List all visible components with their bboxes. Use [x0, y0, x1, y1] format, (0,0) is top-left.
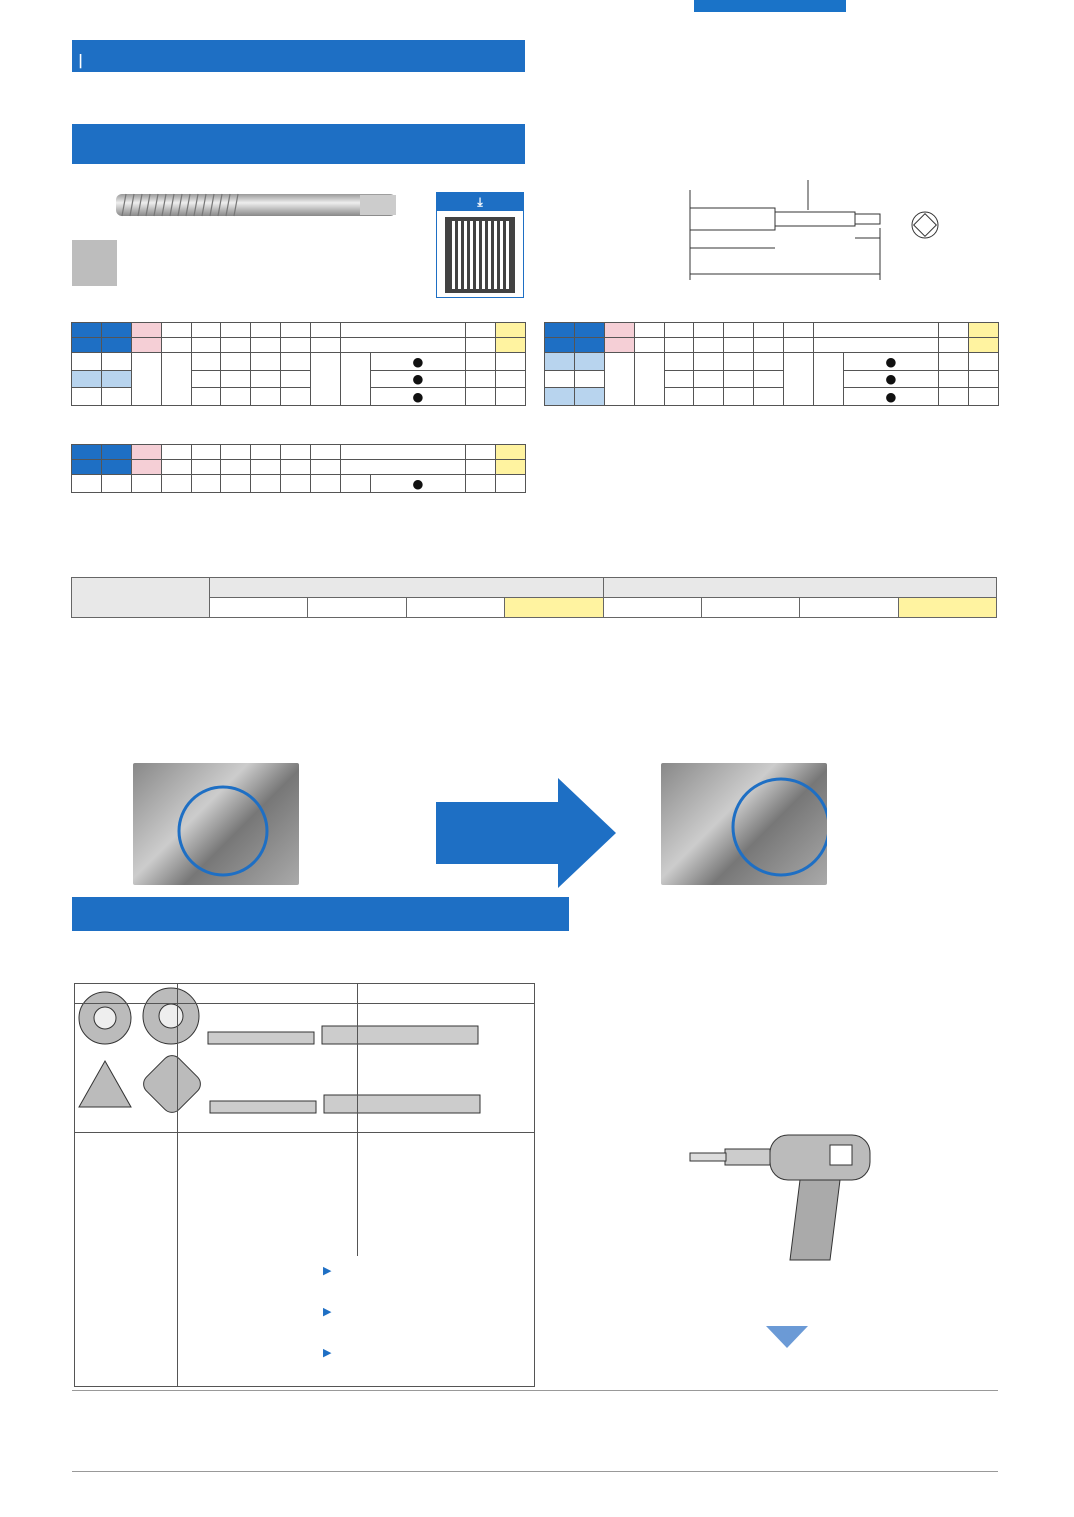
stock-dot: ●: [843, 388, 938, 406]
col-size-en: [574, 338, 604, 353]
col-edp-en: [72, 460, 102, 475]
price-cell: [496, 388, 526, 406]
col-lc-en: [161, 338, 191, 353]
wt-cell: [466, 388, 496, 406]
table-row: [545, 353, 999, 371]
dcon-cell: [251, 353, 281, 371]
tap-product-image: [112, 186, 402, 226]
price-cell: [496, 353, 526, 371]
ht-m8-tap: [206, 1028, 316, 1048]
dcon-cell: [724, 388, 754, 406]
features-header: [72, 897, 998, 931]
wt-cell: [466, 353, 496, 371]
lc-cell: [161, 475, 191, 493]
nof-cell: [784, 353, 814, 406]
col-stock: [814, 323, 939, 338]
edp-cell: [72, 475, 102, 493]
col-thl: [694, 323, 724, 338]
size-cell: [574, 388, 604, 406]
header-block: [72, 40, 525, 72]
col-ext-en: [281, 460, 311, 475]
col-stock: [341, 323, 466, 338]
wt-cell: [466, 475, 496, 493]
acc-tube-stock-h: [800, 598, 898, 618]
price-cell: [496, 370, 526, 388]
col-price-en: [496, 338, 526, 353]
col-tol-en: [131, 460, 161, 475]
col-wt: [466, 445, 496, 460]
acc-tube-header: [603, 578, 997, 598]
col-tol: [131, 323, 161, 338]
srht-m8-section: [75, 1057, 135, 1117]
thl-cell: [694, 353, 724, 371]
after-using-arrow: [436, 778, 616, 888]
col-price: [969, 323, 999, 338]
col-wt: [466, 323, 496, 338]
product-name: [72, 124, 525, 164]
col-wt-en: [466, 460, 496, 475]
col-wt-en: [939, 338, 969, 353]
size-cell: [101, 370, 131, 388]
stock-code-cell: [341, 353, 371, 406]
col-dcon: [251, 445, 281, 460]
inventory-legend: [72, 1390, 998, 1472]
col-ext: [281, 445, 311, 460]
dcon-cell: [724, 353, 754, 371]
col-thl-en: [694, 338, 724, 353]
col-nof-en: [784, 338, 814, 353]
col-stock-en: [341, 460, 466, 475]
col-stock: [341, 445, 466, 460]
col-dcon-en: [724, 338, 754, 353]
comparison-grid: [74, 983, 535, 1387]
lc-cell: [634, 353, 664, 406]
size-cell: [101, 475, 131, 493]
col-edp: [72, 323, 102, 338]
col-lc-en: [634, 338, 664, 353]
thl-cell: [694, 370, 724, 388]
spatter-ng-photo: [133, 763, 299, 885]
stock-dot: ●: [843, 353, 938, 371]
col-stock-en: [341, 338, 466, 353]
ext-cell: [281, 475, 311, 493]
ext-cell: [754, 353, 784, 371]
top-color-bar: [694, 0, 846, 12]
col-size: [101, 445, 131, 460]
col-price: [496, 323, 526, 338]
col-nof-en: [311, 460, 341, 475]
spec-table-m-right: [544, 322, 999, 406]
cad-label-row: [437, 193, 523, 211]
ext-cell: [281, 388, 311, 406]
stock-dot: ●: [843, 370, 938, 388]
tol-cell: [131, 353, 161, 406]
wt-cell: [466, 370, 496, 388]
col-stock-en: [814, 338, 939, 353]
glist-line: |: [78, 53, 84, 69]
col-wt: [939, 323, 969, 338]
spec-table-u: [71, 444, 526, 493]
acc-nut-price-h: [505, 598, 603, 618]
edp-cell: [72, 388, 102, 406]
col-size-en: [101, 460, 131, 475]
thl-cell: [221, 353, 251, 371]
acc-nut-type-h: [308, 598, 406, 618]
col-nof-en: [311, 338, 341, 353]
table-row: [72, 475, 526, 493]
stock-dot: ●: [370, 475, 465, 493]
col-ext: [754, 323, 784, 338]
col-dcon-en: [251, 338, 281, 353]
col-wt-en: [466, 338, 496, 353]
lf-cell: [664, 353, 694, 371]
stock-dot: ●: [370, 353, 465, 371]
col-lc: [634, 323, 664, 338]
col-lc: [161, 323, 191, 338]
acc-tube-type-h: [701, 598, 799, 618]
thl-cell: [221, 475, 251, 493]
accessories-title: [72, 550, 80, 572]
lf-cell: [191, 388, 221, 406]
ext-cell: [281, 353, 311, 371]
qr-code[interactable]: [445, 217, 515, 293]
air-tool-illustration: [680, 1125, 880, 1265]
lf-cell: [664, 370, 694, 388]
col-thl: [221, 445, 251, 460]
size-cell: [574, 353, 604, 371]
col-price-en: [496, 460, 526, 475]
col-edp-en: [72, 338, 102, 353]
col-price-en: [969, 338, 999, 353]
col-lc: [161, 445, 191, 460]
col-size: [574, 323, 604, 338]
col-dcon: [251, 323, 281, 338]
dcon-cell: [251, 475, 281, 493]
size-cell: [101, 353, 131, 371]
col-lf: [191, 445, 221, 460]
col-edp: [545, 323, 575, 338]
edp-cell: [72, 370, 102, 388]
col-thl-en: [221, 338, 251, 353]
stock-code-cell: [341, 475, 371, 493]
accessories-table: [71, 577, 997, 618]
edp-cell: [545, 388, 575, 406]
ext-cell: [754, 388, 784, 406]
col-nof: [311, 323, 341, 338]
features-title: [94, 897, 569, 931]
thl-cell: [221, 370, 251, 388]
ht-m8-section: [75, 988, 135, 1048]
edp-cell: [545, 353, 575, 371]
tol-cell: [604, 353, 634, 406]
material-badge: [72, 240, 117, 286]
col-tol-en: [604, 338, 634, 353]
dcon-cell: [251, 388, 281, 406]
tol-cell: [131, 475, 161, 493]
nof-cell: [311, 475, 341, 493]
price-cell: [969, 353, 999, 371]
srht-m8-tap: [208, 1097, 318, 1117]
srht-m10-tap: [322, 1091, 482, 1117]
wt-cell: [939, 388, 969, 406]
edp-cell: [545, 370, 575, 388]
col-lc-en: [161, 460, 191, 475]
ht-m10-section: [139, 984, 203, 1048]
ht-m10-tap: [320, 1022, 480, 1048]
lf-cell: [191, 475, 221, 493]
acc-tube-edp-h: [603, 598, 701, 618]
col-nof: [311, 445, 341, 460]
ext-cell: [754, 370, 784, 388]
stock-dot: ●: [370, 388, 465, 406]
lc-cell: [161, 353, 191, 406]
price-cell: [969, 388, 999, 406]
col-nof: [784, 323, 814, 338]
acc-nut-header: [210, 578, 604, 598]
col-price: [496, 445, 526, 460]
spec-table-m-left: [71, 322, 526, 406]
col-thl-en: [221, 460, 251, 475]
download-icon: ⤓: [477, 195, 483, 209]
col-dcon-en: [251, 460, 281, 475]
thl-cell: [221, 388, 251, 406]
col-size: [101, 323, 131, 338]
edp-cell: [72, 353, 102, 371]
col-lf-en: [191, 338, 221, 353]
col-edp-en: [545, 338, 575, 353]
chevron-right-icon: ▶: [323, 1264, 332, 1277]
col-lf-en: [191, 460, 221, 475]
spatter-ok-photo: [661, 763, 827, 885]
title-block: [78, 74, 525, 122]
table-row: [72, 353, 526, 371]
lf-cell: [664, 388, 694, 406]
acc-nut-stock-h: [406, 598, 504, 618]
down-arrow-icon: [766, 1326, 808, 1348]
price-cell: [496, 475, 526, 493]
features-bar-accent: [72, 897, 94, 931]
chevron-right-icon: ▶: [323, 1305, 332, 1318]
dcon-cell: [251, 370, 281, 388]
dimension-diagram: [670, 170, 970, 290]
srht-m10-section: [139, 1051, 205, 1117]
col-ext-en: [281, 338, 311, 353]
col-thl: [221, 323, 251, 338]
lf-cell: [191, 370, 221, 388]
acc-tube-price-h: [898, 598, 996, 618]
col-ext: [281, 323, 311, 338]
col-tol: [604, 323, 634, 338]
ext-cell: [281, 370, 311, 388]
wt-cell: [939, 353, 969, 371]
thl-cell: [694, 388, 724, 406]
footer-note: [72, 1478, 84, 1495]
col-tol-en: [131, 338, 161, 353]
col-dcon: [724, 323, 754, 338]
col-lf: [664, 323, 694, 338]
stock-code-cell: [814, 353, 844, 406]
col-tol: [131, 445, 161, 460]
lf-cell: [191, 353, 221, 371]
nof-cell: [311, 353, 341, 406]
stock-dot: ●: [370, 370, 465, 388]
acc-size-header: [72, 578, 210, 618]
size-cell: [101, 388, 131, 406]
col-edp: [72, 445, 102, 460]
wt-cell: [939, 370, 969, 388]
dcon-cell: [724, 370, 754, 388]
size-cell: [574, 370, 604, 388]
col-ext-en: [754, 338, 784, 353]
col-lf: [191, 323, 221, 338]
cad-download[interactable]: [436, 192, 524, 298]
chevron-right-icon: ▶: [323, 1346, 332, 1359]
col-size-en: [101, 338, 131, 353]
acc-nut-edp-h: [210, 598, 308, 618]
col-lf-en: [664, 338, 694, 353]
price-cell: [969, 370, 999, 388]
